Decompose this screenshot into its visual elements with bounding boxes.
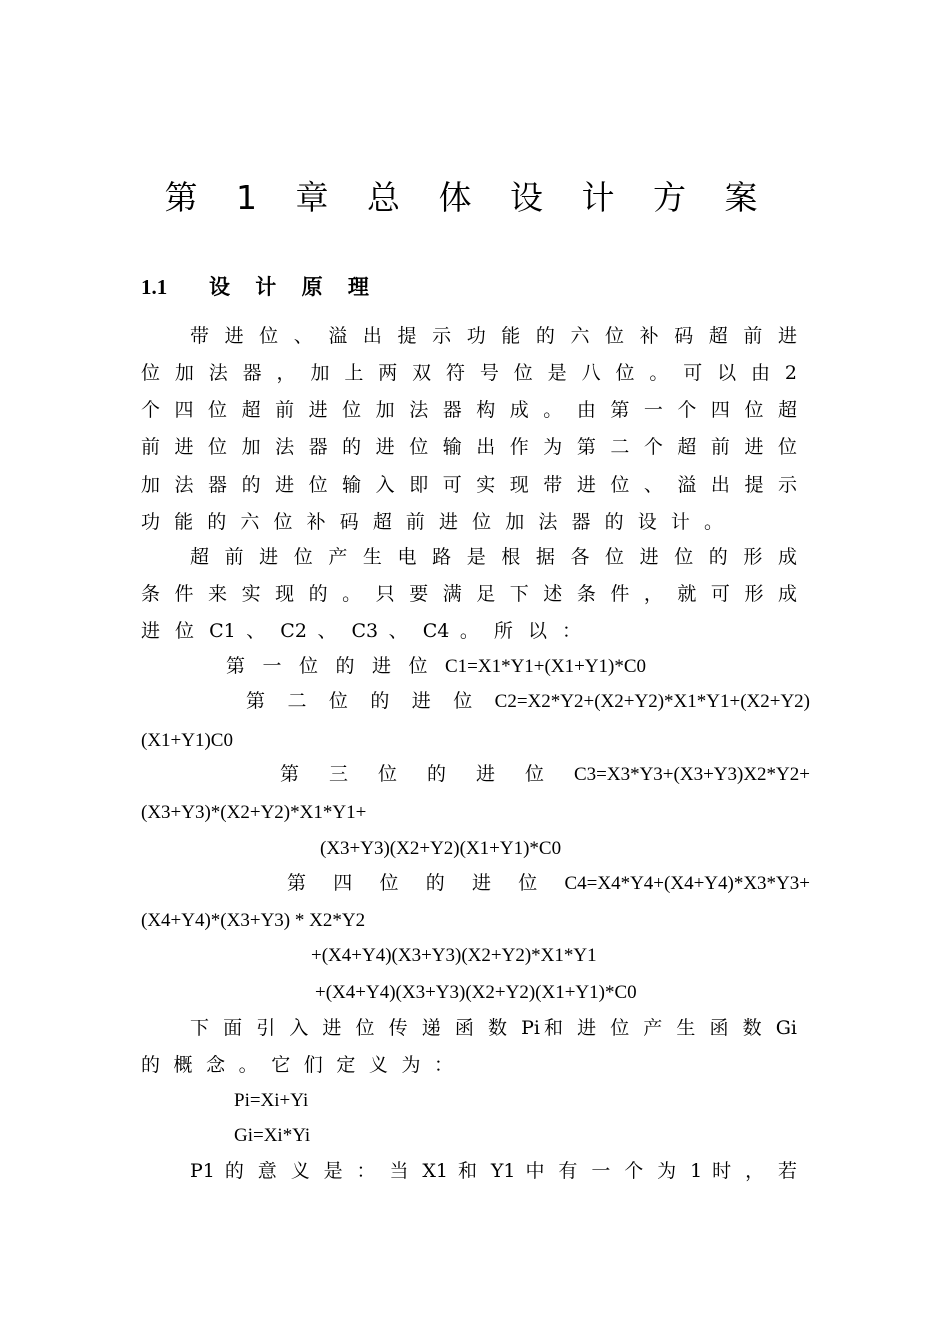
text-line: 前 进 位 加 法 器 的 进 位 输 出 作 为 第 二 个 超 前 进 位 — [141, 436, 797, 458]
text-line: 个 四 位 超 前 进 位 加 法 器 构 成 。 由 第 一 个 四 位 超 — [141, 399, 797, 421]
text-line: 功 能 的 六 位 补 码 超 前 进 位 加 法 器 的 设 计 。 — [141, 511, 723, 533]
section-heading — [141, 272, 378, 302]
formula-line: +(X4+Y4)(X3+Y3)(X2+Y2)(X1+Y1)*C0 — [315, 982, 637, 1003]
text-line: 位 加 法 器 ， 加 上 两 双 符 号 位 是 八 位 。 可 以 由 2 — [141, 362, 797, 384]
text-line: 进 位 C1 、 C2 、 C3 、 C4 。 所 以 ： — [141, 620, 581, 642]
text-line: 加 法 器 的 进 位 输 入 即 可 实 现 带 进 位 、 溢 出 提 示 — [141, 474, 797, 496]
text-line: P1 的 意 义 是 ： 当 X1 和 Y1 中 有 一 个 为 1 时 ， 若 — [190, 1160, 797, 1182]
section-title: 设 计 原 理 — [209, 274, 378, 299]
formula-line: (X1+Y1)C0 — [141, 730, 233, 751]
formula-line: Pi=Xi+Yi — [234, 1090, 309, 1111]
formula-line: 第 三 位 的 进 位 C3=X3*Y3+(X3+Y3)X2*Y2+ — [280, 764, 810, 785]
formula-line: 第 一 位 的 进 位 C1=X1*Y1+(X1+Y1)*C0 — [226, 656, 646, 677]
section-number: 1.1 — [141, 275, 168, 299]
formula-line: +(X4+Y4)(X3+Y3)(X2+Y2)*X1*Y1 — [311, 945, 597, 966]
formula-line: (X3+Y3)(X2+Y2)(X1+Y1)*C0 — [320, 838, 562, 859]
formula-line: (X3+Y3)*(X2+Y2)*X1*Y1+ — [141, 802, 367, 823]
formula-line: 第 二 位 的 进 位 C2=X2*Y2+(X2+Y2)*X1*Y1+(X2+Y2) — [246, 691, 810, 712]
chapter-title: 第 1 章 总 体 设 计 方 案 — [164, 178, 772, 217]
formula-line: 第 四 位 的 进 位 C4=X4*Y4+(X4+Y4)*X3*Y3+ — [287, 873, 810, 894]
text-line: 下 面 引 入 进 位 传 递 函 数 Pi和 进 位 产 生 函 数 Gi — [190, 1017, 797, 1039]
formula-line: (X4+Y4)*(X3+Y3) * X2*Y2 — [141, 910, 366, 931]
text-line: 的 概 念 。 它 们 定 义 为 ： — [141, 1054, 453, 1076]
text-line: 超 前 进 位 产 生 电 路 是 根 据 各 位 进 位 的 形 成 — [190, 546, 797, 568]
text-line: 条 件 来 实 现 的 。 只 要 满 足 下 述 条 件 ， 就 可 形 成 — [141, 583, 797, 605]
text-line: 带 进 位 、 溢 出 提 示 功 能 的 六 位 补 码 超 前 进 — [190, 325, 797, 347]
formula-line: Gi=Xi*Yi — [234, 1125, 311, 1146]
